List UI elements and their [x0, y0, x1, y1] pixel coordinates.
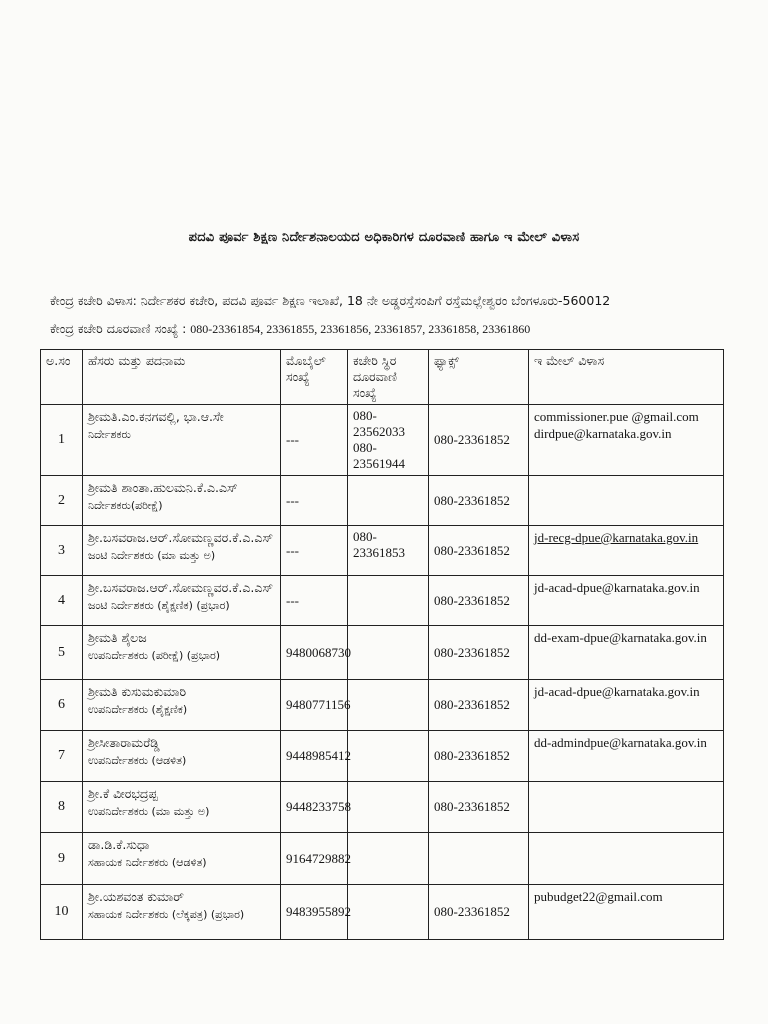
official-name: ಶ್ರೀ.ಕೆ ವೀರಭದ್ರಪ್ಪ — [88, 786, 158, 801]
mobile-cell: 9164729882 — [281, 833, 348, 885]
name-designation-cell — [83, 680, 281, 731]
table-row — [41, 680, 724, 731]
office-phone-cell — [348, 626, 429, 680]
official-designation: ಉಪನಿರ್ದೇಶಕರು (ಮಾ ಮತ್ತು ಅ) — [88, 805, 210, 818]
email-cell — [529, 833, 724, 885]
email-cell — [529, 476, 724, 526]
table-row — [41, 476, 724, 526]
official-designation: ನಿರ್ದೇಶಕರು(ಪರೀಕ್ಷೆ) — [88, 499, 163, 512]
row-number: 1 — [41, 405, 83, 476]
mobile-cell: 9448985412 — [281, 731, 348, 782]
row-number: 5 — [41, 626, 83, 680]
email-1[interactable]: pubudget22@gmail.com — [534, 889, 663, 904]
name-designation-cell — [83, 731, 281, 782]
table-row — [41, 626, 724, 680]
office-phone-cell — [348, 731, 429, 782]
fax-cell: 080-23361852 — [429, 731, 529, 782]
email-cell — [529, 576, 724, 626]
fax-cell: 080-23361852 — [429, 476, 529, 526]
office-phone-numbers: 080-23361854, 23361855, 23361856, 23361857, 23361858, 23361860 — [190, 322, 531, 336]
table-row — [41, 782, 724, 833]
office-phone-cell — [348, 576, 429, 626]
mobile-cell: --- — [281, 405, 348, 476]
row-number: 6 — [41, 680, 83, 731]
table-row — [41, 833, 724, 885]
email-1[interactable]: dd-exam-dpue@karnataka.gov.in — [534, 630, 707, 645]
official-name: ಶ್ರೀ.ಯಶವಂತ ಕುಮಾರ್ — [88, 889, 184, 904]
office-address: ಕೇಂದ್ರ ಕಚೇರಿ ವಿಳಾಸ: ನಿರ್ದೇಶಕರ ಕಚೇರಿ, ಪದವಿ ಪೂರ್ವ ಶಿಕ್ಷಣ ಇಲಾಖೆ, 18 ನೇ ಅಡ್ಡರಸ್ತೆಸಂಪಿಗೆ ರಸ್ತೆಮಲ್ಲೇಶ್ವರಂ ಬೆಂಗಳೂರು-560012 — [50, 293, 611, 308]
official-name: ಶ್ರೀಮತಿ ಶಾಂತಾ.ಹುಲಮನಿ.ಕೆ.ಎ.ಎಸ್ — [88, 480, 238, 495]
header-email: ಇ ಮೇಲ್ ವಿಳಾಸ — [529, 350, 724, 405]
name-designation-cell — [83, 833, 281, 885]
fax-cell: 080-23361852 — [429, 526, 529, 576]
email-1[interactable]: jd-recg-dpue@karnataka.gov.in — [534, 530, 699, 545]
official-designation: ಸಹಾಯಕ ನಿರ್ದೇಶಕರು (ಆಡಳಿತ) — [88, 856, 207, 869]
fax-cell: 080-23361852 — [429, 576, 529, 626]
table-row — [41, 526, 724, 576]
official-designation: ಉಪನಿರ್ದೇಶಕರು (ಶೈಕ್ಷಣಿಕ) — [88, 703, 188, 716]
fax-cell: 080-23361852 — [429, 626, 529, 680]
table-header-row — [41, 350, 724, 405]
row-number: 8 — [41, 782, 83, 833]
email-1[interactable]: jd-acad-dpue@karnataka.gov.in — [534, 580, 700, 595]
mobile-cell: --- — [281, 576, 348, 626]
email-cell — [529, 626, 724, 680]
header-sl-no: ಅ.ಸಂ — [41, 350, 83, 405]
row-number: 4 — [41, 576, 83, 626]
official-name: ಶ್ರೀಮತಿ ಕುಸುಮಕುಮಾರಿ — [88, 684, 187, 699]
office-phone-cell — [348, 526, 429, 576]
mobile-cell: --- — [281, 476, 348, 526]
official-designation: ಉಪನಿರ್ದೇಶಕರು (ಆಡಳಿತ) — [88, 754, 187, 767]
mobile-cell: 9483955892 — [281, 885, 348, 940]
fax-cell: 080-23361852 — [429, 782, 529, 833]
name-designation-cell — [83, 782, 281, 833]
table-row — [41, 405, 724, 476]
row-number: 3 — [41, 526, 83, 576]
official-name: ಶ್ರೀಮತಿ.ಎಂ.ಕನಗವಲ್ಲಿ, ಭಾ.ಆ.ಸೇ — [88, 409, 224, 424]
fax-cell: 080-23361852 — [429, 885, 529, 940]
email-cell — [529, 782, 724, 833]
official-designation: ಜಂಟಿ ನಿರ್ದೇಶಕರು (ಮಾ ಮತ್ತು ಅ) — [88, 549, 216, 562]
table-row — [41, 731, 724, 782]
name-designation-cell — [83, 626, 281, 680]
official-designation: ಸಹಾಯಕ ನಿರ್ದೇಶಕರು (ಲೆಕ್ಕಪತ್ರ) (ಪ್ರಭಾರ) — [88, 908, 245, 921]
email-1[interactable]: commissioner.pue @gmail.com — [534, 409, 699, 424]
office-phone-cell — [348, 680, 429, 731]
header-office-phone: ಕಚೇರಿ ಸ್ಥಿರ ದೂರವಾಣಿ ಸಂಖ್ಯೆ — [348, 350, 429, 405]
row-number: 9 — [41, 833, 83, 885]
name-designation-cell — [83, 526, 281, 576]
header-mobile: ಮೊಬೈಲ್ ಸಂಖ್ಯೆ — [281, 350, 348, 405]
office-phone-1: 080-23361853 — [353, 529, 405, 560]
table-row — [41, 576, 724, 626]
office-phone-label: ಕೇಂದ್ರ ಕಚೇರಿ ದೂರವಾಣಿ ಸಂಖ್ಯೆ : — [50, 321, 187, 336]
fax-cell: 080-23361852 — [429, 680, 529, 731]
name-designation-cell — [83, 405, 281, 476]
official-designation: ಉಪನಿರ್ದೇಶಕರು (ಪರೀಕ್ಷೆ) (ಪ್ರಭಾರ) — [88, 649, 221, 662]
official-name: ಶ್ರೀಸೀತಾರಾಮರೆಡ್ಡಿ — [88, 735, 160, 750]
official-designation: ನಿರ್ದೇಶಕರು — [88, 428, 131, 441]
office-phone-cell — [348, 885, 429, 940]
official-name: ಶ್ರೀ.ಬಸವರಾಜ.ಆರ್.ಸೋಮಣ್ಣವರ.ಕೆ.ಎ.ಎಸ್ — [88, 530, 274, 545]
header-name-designation: ಹೆಸರು ಮತ್ತು ಪದನಾಮ — [83, 350, 281, 405]
fax-cell: 080-23361852 — [429, 405, 529, 476]
fax-cell — [429, 833, 529, 885]
name-designation-cell — [83, 476, 281, 526]
official-name: ಶ್ರೀಮತಿ ಶೈಲಜ — [88, 630, 147, 645]
email-cell — [529, 680, 724, 731]
mobile-cell: 9448233758 — [281, 782, 348, 833]
mobile-cell: 9480771156 — [281, 680, 348, 731]
table-row — [41, 885, 724, 940]
office-phone-cell — [348, 833, 429, 885]
mobile-cell: --- — [281, 526, 348, 576]
mobile-cell: 9480068730 — [281, 626, 348, 680]
email-cell — [529, 526, 724, 576]
name-designation-cell — [83, 576, 281, 626]
office-phone-line — [50, 321, 530, 337]
email-cell — [529, 885, 724, 940]
official-name: ಶ್ರೀ.ಬಸವರಾಜ.ಆರ್.ಸೋಮಣ್ಣವರ.ಕೆ.ಎ.ಎಸ್ — [88, 580, 274, 595]
email-cell — [529, 405, 724, 476]
official-name: ಡಾ.ಡಿ.ಕೆ.ಸುಧಾ — [88, 837, 150, 852]
row-number: 2 — [41, 476, 83, 526]
email-1[interactable]: jd-acad-dpue@karnataka.gov.in — [534, 684, 700, 699]
office-phone-cell — [348, 476, 429, 526]
office-phone-2: 080-23561944 — [353, 440, 405, 471]
contacts-table — [40, 349, 724, 940]
office-phone-cell — [348, 782, 429, 833]
row-number: 10 — [41, 885, 83, 940]
email-cell — [529, 731, 724, 782]
row-number: 7 — [41, 731, 83, 782]
office-phone-cell — [348, 405, 429, 476]
email-2[interactable]: dirdpue@karnataka.gov.in — [534, 426, 672, 441]
official-designation: ಜಂಟಿ ನಿರ್ದೇಶಕರು (ಶೈಕ್ಷಣಿಕ) (ಪ್ರಭಾರ) — [88, 599, 230, 612]
name-designation-cell — [83, 885, 281, 940]
office-phone-1: 080-23562033 — [353, 408, 405, 439]
header-fax: ಫ್ಯಾಕ್ಸ್ — [429, 350, 529, 405]
email-1[interactable]: dd-admindpue@karnataka.gov.in — [534, 735, 707, 750]
document-title: ಪದವಿ ಪೂರ್ವ ಶಿಕ್ಷಣ ನಿರ್ದೇಶನಾಲಯದ ಅಧಿಕಾರಿಗಳ ದೂರವಾಣಿ ಹಾಗೂ ಇ ಮೇಲ್ ವಿಳಾಸ — [188, 230, 580, 245]
